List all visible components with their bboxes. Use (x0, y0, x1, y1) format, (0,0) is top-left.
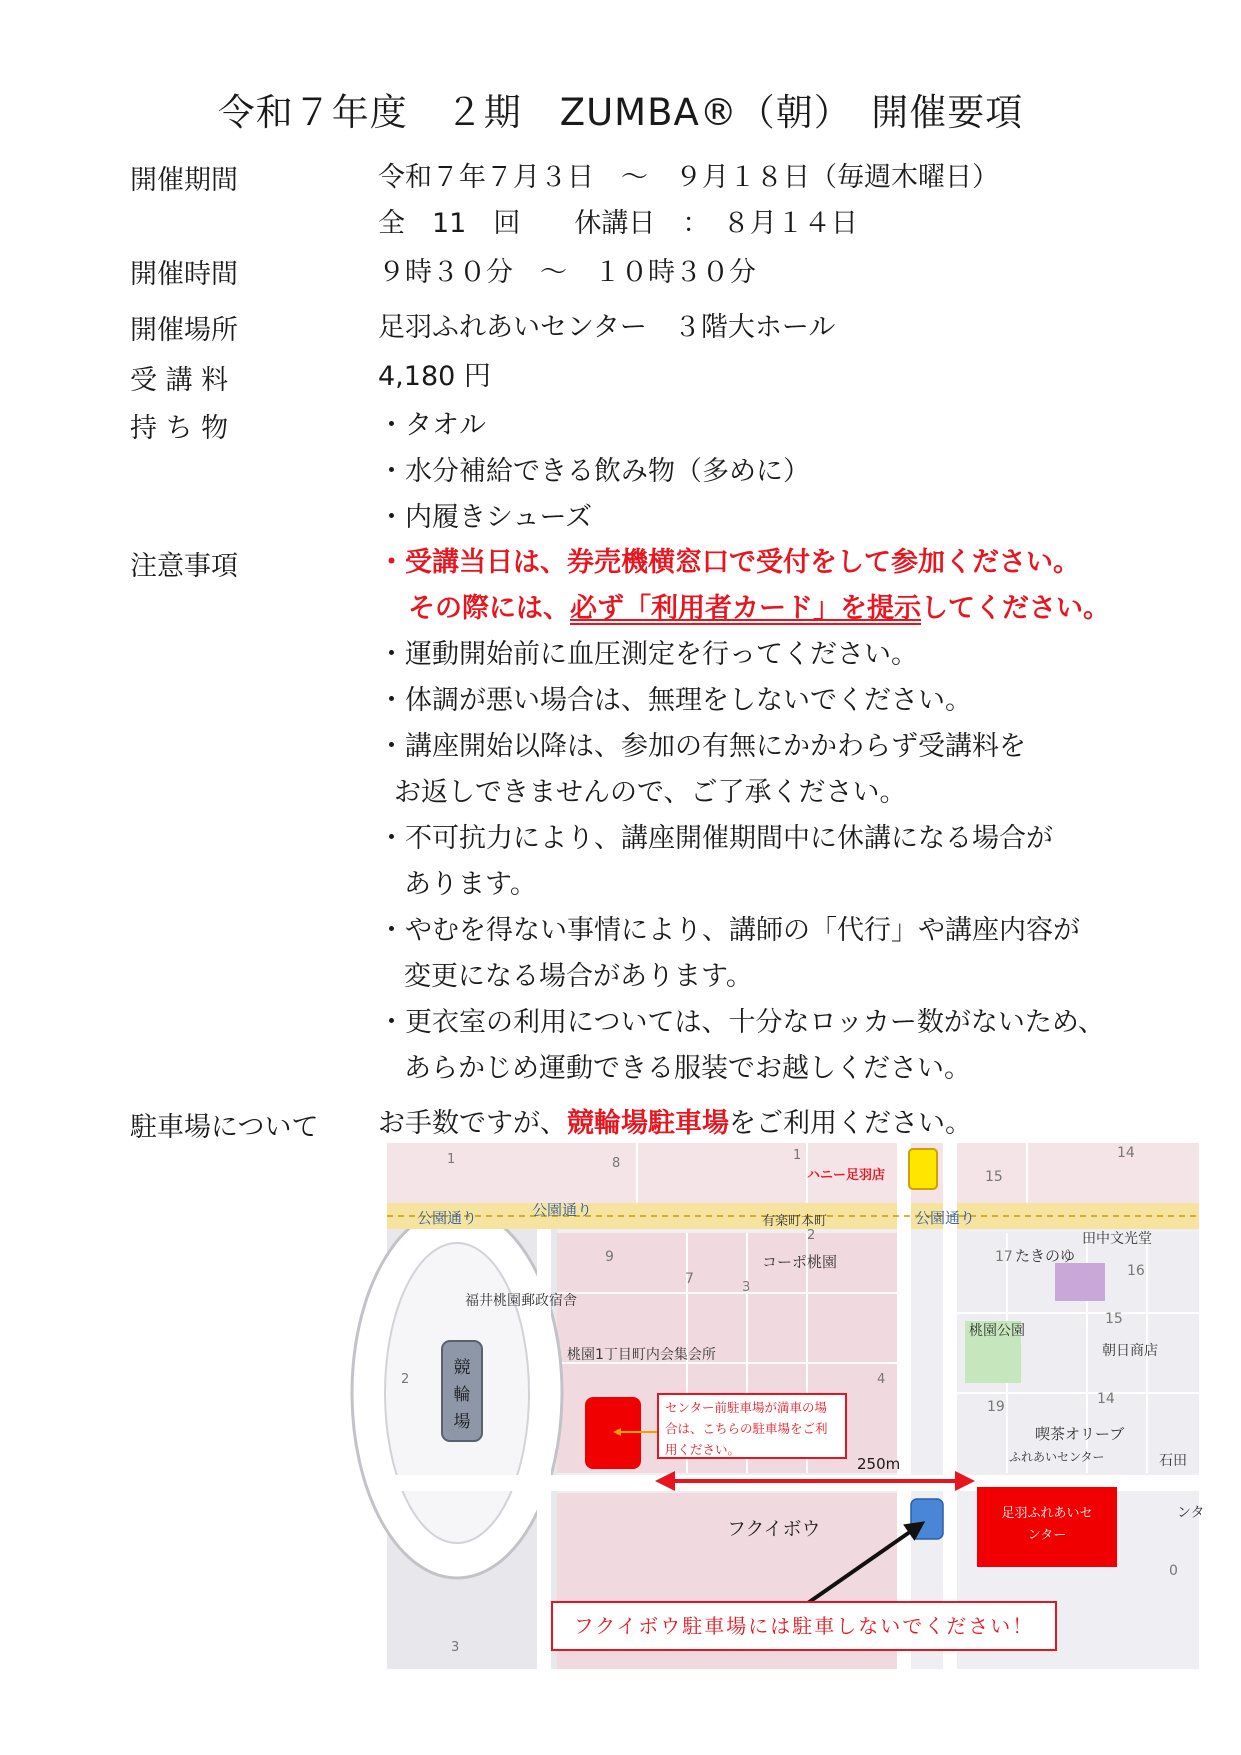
block-number: 14 (1117, 1145, 1135, 1161)
block-number: 0 (1169, 1563, 1178, 1579)
block-number: 3 (451, 1640, 460, 1655)
time-value: ９時３０分 ～ １０時３０分 (378, 257, 756, 288)
asahi-label: 朝日商店 (1102, 1343, 1158, 1359)
parking-highlight: 競輪場駐車場 (567, 1108, 729, 1139)
block-number: 8 (612, 1156, 621, 1171)
koen-dori-label: 公園通り (915, 1209, 976, 1227)
block-number: 1 (793, 1148, 802, 1163)
note-item: 変更になる場合があります。 (404, 961, 753, 992)
venue-label: 開催場所 (130, 315, 238, 346)
block-number: 2 (401, 1372, 410, 1387)
callout-box: センター前駐車場が満車の場合は、こちらの駐車場をご利用ください。 (657, 1393, 847, 1459)
koen-dori-label: 公園通り (532, 1201, 593, 1219)
block-number: 1 (447, 1152, 456, 1167)
period-count: 全 11 回 休講日 ： ８月１４日 (378, 208, 858, 239)
fukuibou-label: フクイボウ (727, 1518, 821, 1540)
kaisho-label: 桃園1丁目町内会集会所 (567, 1347, 716, 1363)
yubin-label: 福井桃園郵政宿舎 (465, 1293, 577, 1309)
keirin-label-char: 競 (453, 1358, 471, 1378)
honey-store-label: ハニー足羽店 (807, 1168, 886, 1183)
fee-value: 4,180 円 (378, 361, 491, 392)
note-item: ・やむを得ない事情により、講師の「代行」や講座内容が (378, 915, 1080, 946)
corpo-label: コーポ桃園 (762, 1253, 838, 1271)
arakuchou-label: 有楽町本町 (762, 1214, 828, 1229)
page-title: 令和７年度 ２期 ZUMBA®（朝） 開催要項 (217, 91, 1024, 134)
note-item: ・更衣室の利用については、十分なロッカー数がないため、 (378, 1007, 1105, 1038)
block-number: 16 (1127, 1263, 1145, 1279)
fureai-road-label: ふれあいセンター (1009, 1450, 1105, 1464)
block-number: 7 (685, 1271, 694, 1287)
fee-label: 受 講 料 (130, 365, 229, 396)
note-item: ・運動開始前に血圧測定を行ってください。 (378, 639, 918, 670)
keirin-label-char: 場 (453, 1412, 471, 1432)
important-note-underlined: 必ず「利用者カード」を提示 (570, 593, 921, 624)
time-label: 開催時間 (130, 259, 238, 290)
block-number: 15 (985, 1169, 1003, 1185)
callout-box-wrapper (657, 1393, 853, 1465)
belonging-item: ・水分補給できる飲み物（多めに） (378, 456, 810, 487)
honey-store-marker (909, 1149, 937, 1189)
fukuibou-parking (911, 1499, 943, 1539)
block-number: 9 (605, 1249, 614, 1265)
toen-park-label: 桃園公園 (969, 1323, 1025, 1339)
block-number: 15 (1105, 1311, 1123, 1327)
fureai-center-label-wrapper (977, 1493, 1117, 1563)
block-number: 14 (1097, 1391, 1115, 1407)
kissa-label: 喫茶オリーブ (1035, 1425, 1125, 1443)
note-item: あります。 (404, 869, 537, 900)
important-note-pre: その際には、 (408, 593, 570, 624)
notes-label: 注意事項 (130, 551, 238, 582)
block-number: 4 (877, 1372, 886, 1387)
takinoyu-building (1055, 1263, 1105, 1301)
belongings-label: 持 ち 物 (130, 413, 229, 444)
center-edge-label: ンタ (1177, 1505, 1205, 1521)
distance-label: 250m (857, 1455, 901, 1473)
note-item: ・不可抗力により、講座開催期間中に休講になる場合が (378, 823, 1053, 854)
important-note: ・受講当日は、券売機横窓口で受付をして参加ください。 (378, 547, 1080, 578)
important-note-card (408, 586, 1110, 625)
warning-box-wrapper (551, 1601, 1065, 1657)
area-map (387, 1143, 1205, 1669)
block-number: 19 (987, 1399, 1005, 1415)
note-item: ・体調が悪い場合は、無理をしないでください。 (378, 685, 972, 716)
period-dates: 令和７年７月３日 ～ ９月１８日（毎週木曜日） (378, 162, 999, 193)
parking-note (378, 1101, 972, 1140)
block-number: 3 (742, 1280, 751, 1295)
block-number: 17 (995, 1249, 1013, 1265)
takinoyu-label: たきのゆ (1015, 1247, 1076, 1265)
keirin-label (454, 1358, 471, 1432)
keirin-label-1 (454, 1358, 471, 1432)
belonging-item: ・内履きシューズ (378, 502, 593, 533)
area-map-svg (387, 1143, 1205, 1669)
fureai-center-label: 足羽ふれあいセンター (1001, 1506, 1093, 1543)
parking-label: 駐車場について (130, 1112, 319, 1143)
ishida-label: 石田 (1159, 1453, 1187, 1469)
note-item: お返しできませんので、ご了承ください。 (394, 777, 907, 808)
venue-value: 足羽ふれあいセンター ３階大ホール (378, 312, 836, 343)
tanaka-label: 田中文光堂 (1082, 1231, 1152, 1247)
belonging-item: ・タオル (378, 410, 486, 441)
parking-note-post: をご利用ください。 (729, 1108, 972, 1139)
period-label: 開催期間 (130, 165, 238, 196)
keirin-label-char: 輪 (453, 1385, 471, 1405)
note-item: あらかじめ運動できる服装でお越しください。 (404, 1053, 971, 1084)
block-number: 2 (807, 1228, 816, 1243)
warning-box: フクイボウ駐車場には駐車しないでください！ (551, 1601, 1057, 1651)
road-vertical (897, 1143, 911, 1669)
koen-dori-label: 公園通り (417, 1209, 478, 1227)
note-item: ・講座開始以降は、参加の有無にかかわらず受講料を (378, 731, 1026, 762)
parking-note-pre: お手数ですが、 (378, 1108, 567, 1139)
important-note-post: してください。 (921, 593, 1110, 624)
